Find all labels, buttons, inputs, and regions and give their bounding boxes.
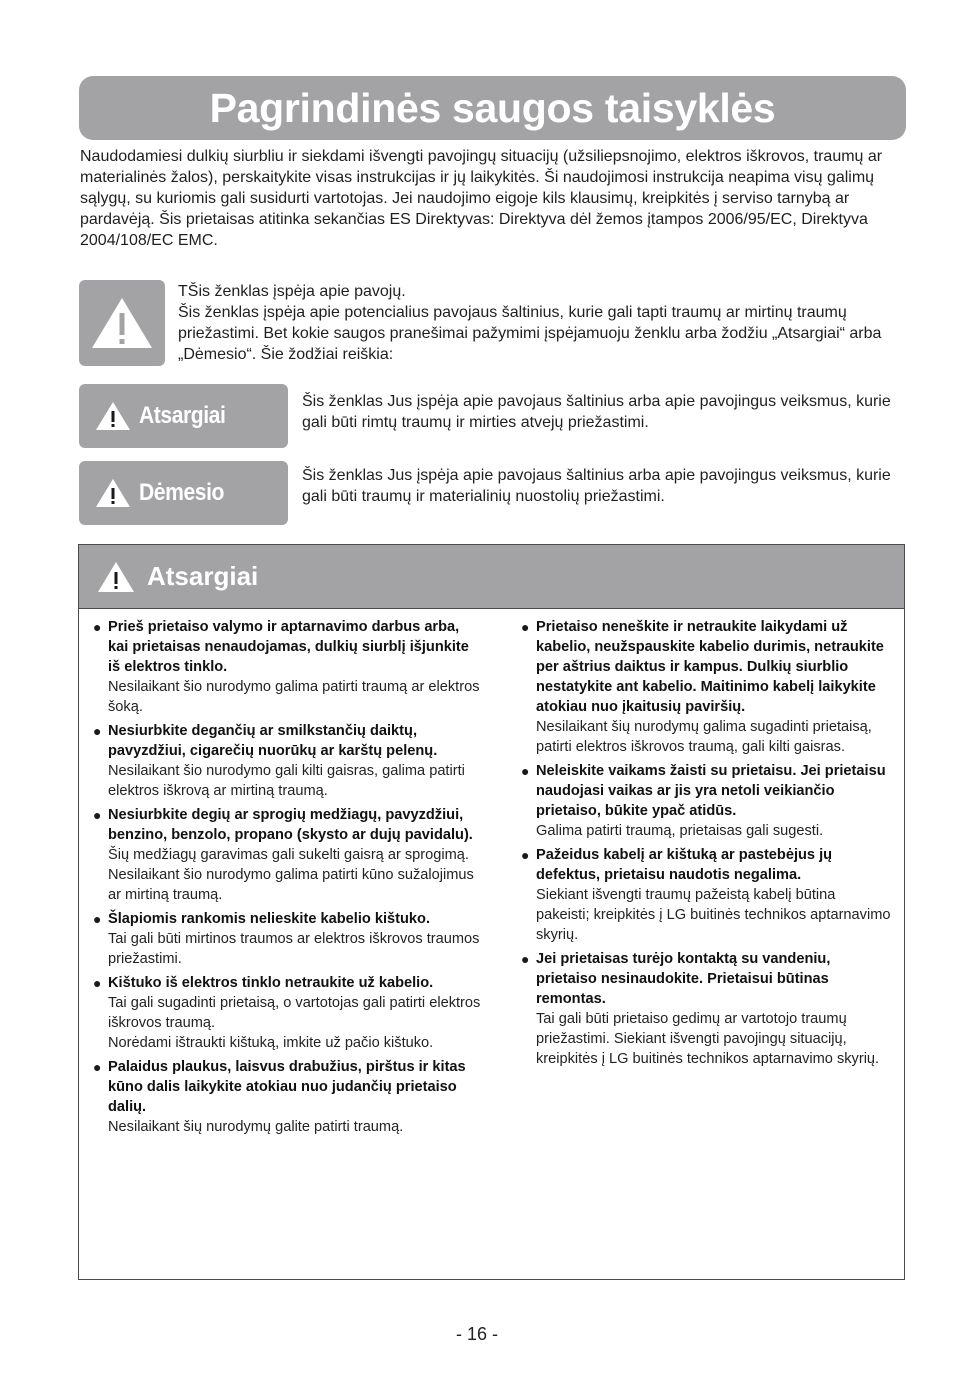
list-item: [91, 1057, 483, 1137]
list-item: [91, 909, 483, 969]
item-instruction: Pažeidus kabelį ar kištuką ar pastebėjus jų defektus, prietaisu naudotis negalima.: [536, 847, 833, 883]
item-instruction: Šlapiomis rankomis nelieskite kabelio kištuko.: [108, 911, 430, 927]
list-item: [91, 805, 483, 905]
label-name: Dėmesio: [139, 479, 224, 506]
item-instruction: Palaidus plaukus, laisvus drabužius, pirštus ir kitas kūno dalis laikykite atokiau nuo judančių prietaiso dalių.: [108, 1059, 466, 1115]
item-instruction: Jei prietaisas turėjo kontaktą su vandeniu, prietaiso nesinaudokite. Prietaisui būtinas remontas.: [536, 951, 831, 1007]
bullet-icon: ●: [93, 911, 102, 927]
item-consequence: Tai gali sugadinti prietaisą, o vartotojas gali patirti elektros iškrovos traumą. Norėdami ištraukti kištuką, imkite už pačio kištuko.: [108, 995, 481, 1051]
bullet-icon: ●: [93, 1059, 102, 1075]
warning-triangle-icon: [95, 478, 131, 508]
panel-header: [79, 545, 904, 609]
item-instruction: Nesiurbkite degančių ar smilkstančių daiktų, pavyzdžiui, cigarečių nuorūkų ar karštų pelenų.: [108, 723, 438, 759]
item-instruction: Prieš prietaiso valymo ir aptarnavimo darbus arba, kai prietaisas nenaudojamas, dulkių siurblį išjunkite iš elektros tinklo.: [108, 619, 469, 675]
list-item: [519, 949, 891, 1069]
item-consequence: Tai gali būti mirtinos traumos ar elektros iškrovos traumos priežastimi.: [108, 931, 480, 967]
list-item: [91, 617, 483, 717]
item-consequence: Nesilaikant šių nurodymų galima sugadinti prietaisą, patirti elektros iškrovos traumą, gali kilti gaisras.: [536, 719, 872, 755]
item-instruction: Kištuko iš elektros tinklo netraukite už kabelio.: [108, 975, 434, 991]
bullet-icon: ●: [93, 975, 102, 991]
bullet-icon: ●: [93, 807, 102, 823]
caution-panel: [78, 544, 905, 1280]
item-instruction: Prietaiso neneškite ir netraukite laikydami už kabelio, neužspauskite kabelio durimis, netraukite per aštrius daiktus ir kampus. Dulkių siurblio nestatykite ant kabelio. Maitinimo kabelį laikykite atokiau nuo įkaitusių paviršių.: [536, 619, 884, 715]
list-item: [519, 761, 891, 841]
title-banner: [79, 76, 906, 140]
item-consequence: Galima patirti traumą, prietaisas gali sugesti.: [536, 823, 824, 839]
item-consequence: Šių medžiagų garavimas gali sukelti gaisrą ar sprogimą. Nesilaikant šio nurodymo galima patirti kūno sužalojimus ar mirtiną traumą.: [108, 847, 474, 903]
page-title: Pagrindinės saugos taisyklės: [209, 84, 776, 131]
right-column: [519, 617, 891, 1073]
item-consequence: Nesilaikant šių nurodymų galite patirti traumą.: [108, 1119, 404, 1135]
label-name: Atsargiai: [139, 402, 226, 429]
item-instruction: Nesiurbkite degių ar sprogių medžiagų, pavyzdžiui, benzino, benzolo, propano (skysto ar dujų pavidalu).: [108, 807, 473, 843]
label-description: Šis ženklas Jus įspėja apie pavojaus šaltinius arba apie pavojingus veiksmus, kurie gali būti rimtų traumų ir mirties atvejų priežastimi.: [302, 393, 891, 431]
bullet-icon: ●: [521, 951, 530, 967]
item-instruction: Neleiskite vaikams žaisti su prietaisu. Jei prietaisu naudojasi vaikas ar jis yra netoli veikiančio prietaiso, būkite ypač atidūs.: [536, 763, 886, 819]
intro-paragraph: Naudodamiesi dulkių siurbliu ir siekdami išvengti pavojingų situacijų (užsiliepsnojimo, elektros iškrovos, traumų ar materialinės žalos), perskaitykite visas instrukcijas ir jų laikykitės. Ši naudojimosi instrukcija neapima visų galimų sąlygų, su kuriomis gali susidurti vartotojas. Jei naudojimo eigoje kils klausimų, kreipkitės į serviso tarnybą ar pardavėją. Šis prietaisas atitinka sekančias ES Direktyvas: Direktyva dėl žemos įtampos 2006/95/EC, Direktyva 2004/108/EC EMC.: [80, 148, 883, 249]
bullet-icon: ●: [93, 619, 102, 635]
item-consequence: Nesilaikant šio nurodymo galima patirti traumą ar elektros šoką.: [108, 679, 480, 715]
warning-sign-box: [79, 280, 165, 366]
panel-title: Atsargiai: [147, 561, 259, 591]
warning-sign-text: TŠis ženklas įspėja apie pavojų. Šis ženklas įspėja apie potencialius pavojaus šaltinius, kurie gali tapti traumų ar mirtinų traumų priežastimi. Bet kokie saugos pranešimai pažymimi įspėjamuoju ženklu arba žodžiu „Atsargiai“ arba „Dėmesio“. Šie žodžiai reiškia:: [178, 283, 882, 363]
warning-triangle-icon: [97, 561, 135, 593]
page-number: - 16 -: [455, 1324, 498, 1344]
bullet-icon: ●: [521, 763, 530, 779]
label-atsargiai: [79, 384, 288, 448]
warning-triangle-icon: [90, 295, 154, 351]
label-description: Šis ženklas Jus įspėja apie pavojaus šaltinius arba apie pavojingus veiksmus, kurie gali būti traumų ir materialinių nuostolių priežastimi.: [302, 467, 891, 505]
bullet-icon: ●: [521, 619, 530, 635]
item-consequence: Nesilaikant šio nurodymo gali kilti gaisras, galima patirti elektros iškrovą ar mirtiną traumą.: [108, 763, 465, 799]
left-column: [91, 617, 483, 1141]
item-consequence: Siekiant išvengti traumų pažeistą kabelį būtina pakeisti; kreipkitės į LG buitinės technikos aptarnavimo skyrių.: [536, 887, 891, 943]
list-item: [519, 617, 891, 757]
list-item: [91, 973, 483, 1053]
item-consequence: Tai gali būti prietaiso gedimų ar vartotojo traumų priežastimi. Siekiant išvengti pavojingų situacijų, kreipkitės į LG buitinės technikos aptarnavimo skyrių.: [536, 1011, 880, 1067]
bullet-icon: ●: [521, 847, 530, 863]
list-item: [91, 721, 483, 801]
list-item: [519, 845, 891, 945]
warning-triangle-icon: [95, 401, 131, 431]
label-demesio: [79, 461, 288, 525]
bullet-icon: ●: [93, 723, 102, 739]
